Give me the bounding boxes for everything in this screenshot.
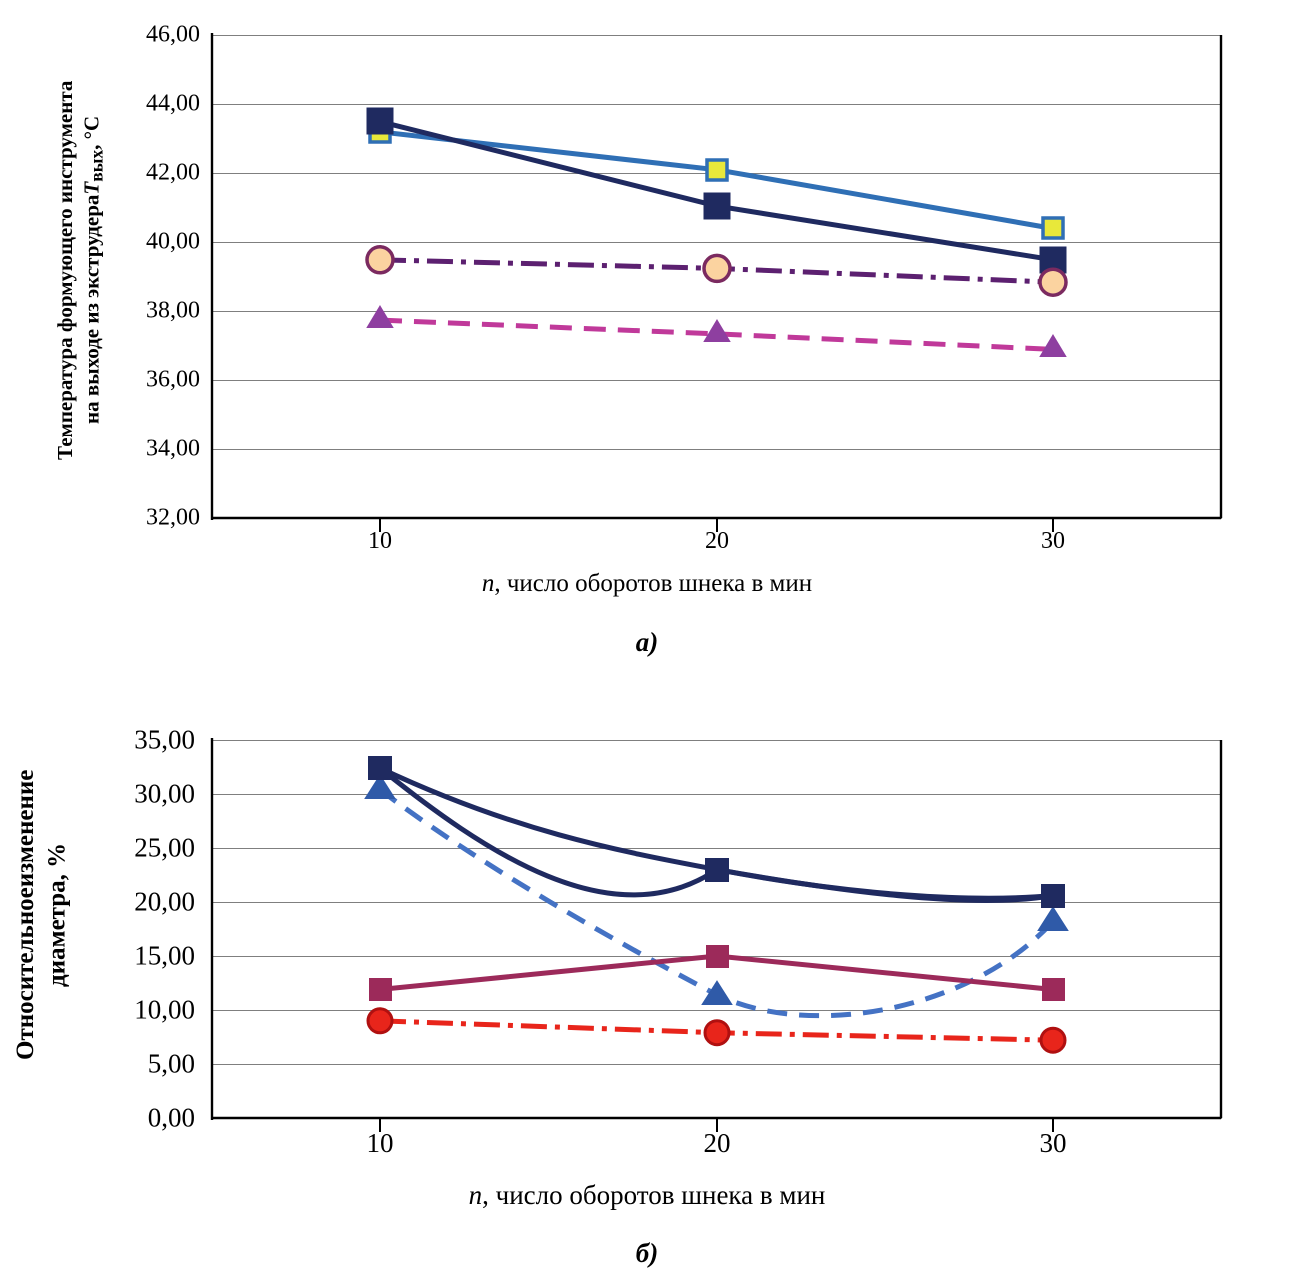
chart-b-y-axis-title	[10, 700, 74, 1130]
chart-a-series-2	[368, 109, 1065, 272]
chart-a-svg	[212, 35, 1222, 518]
chart-a-x-axis-title	[0, 570, 1294, 598]
y-tick-label: 44,00	[146, 90, 200, 117]
chart-a-plot-area	[212, 35, 1222, 518]
y-tick-label: 32,00	[146, 504, 200, 531]
chart-a-series-3	[367, 247, 1066, 295]
chart-b-x-axis-title	[0, 1180, 1294, 1211]
y-tick-label: 42,00	[146, 159, 200, 186]
chart-a-y-axis-symbol: T	[79, 181, 104, 195]
chart-a-y-axis-title-tail: , °С	[79, 115, 104, 150]
chart-a-y-axis-title-line2: на выходе из экструдера	[79, 194, 104, 425]
chart-b-y-axis-title-line3: диаметра, %	[43, 842, 71, 988]
y-tick-label: 38,00	[146, 297, 200, 324]
y-tick-label: 30,00	[134, 778, 195, 809]
chart-a-x-axis-symbol: n	[481, 570, 495, 597]
y-tick-label: 5,00	[147, 1048, 195, 1079]
x-tick-label: 30	[1039, 1128, 1067, 1158]
chart-a-y-axis-title	[52, 10, 116, 530]
y-tick-label: 10,00	[134, 994, 195, 1025]
chart-b-series-4	[368, 1009, 1065, 1052]
y-tick-label: 35,00	[134, 724, 195, 755]
chart-b-series-1	[368, 756, 1065, 908]
chart-b-y-ticks	[80, 690, 195, 1140]
chart-b-x-axis-symbol: n	[468, 1180, 483, 1210]
y-tick-label: 20,00	[134, 886, 195, 917]
chart-a-series-4	[368, 307, 1065, 356]
y-tick-label: 25,00	[134, 832, 195, 863]
chart-b-block	[0, 690, 1294, 1288]
chart-b-plot-area	[212, 740, 1222, 1118]
chart-a-y-axis-subscript: вых	[86, 149, 107, 182]
y-tick-label: 46,00	[146, 21, 200, 48]
chart-a-y-ticks	[110, 0, 200, 540]
panel-b-label: б)	[635, 1238, 659, 1268]
y-tick-label: 0,00	[147, 1102, 195, 1133]
chart-b-y-axis-title-line2: изменение	[12, 769, 39, 888]
chart-b-x-axis-text: , число оборотов шнека в мин	[482, 1180, 826, 1210]
y-tick-label: 40,00	[146, 228, 200, 255]
chart-a-y-axis-title-line1: Температура формующего инструмента	[53, 80, 77, 460]
panel-a-label: а)	[635, 627, 659, 657]
y-tick-label: 15,00	[134, 940, 195, 971]
y-tick-label: 36,00	[146, 366, 200, 393]
chart-a-series-1	[370, 122, 1063, 238]
x-tick-label: 20	[705, 528, 729, 554]
x-tick-label: 10	[368, 528, 392, 554]
x-tick-label: 20	[703, 1128, 731, 1158]
x-tick-label: 30	[1041, 528, 1065, 554]
x-tick-label: 10	[366, 1128, 394, 1158]
chart-a-x-axis-text: , число оборотов шнека в мин	[494, 570, 813, 597]
chart-b-svg	[212, 740, 1222, 1118]
chart-b-y-axis-title-line1: Относительное	[12, 887, 39, 1061]
y-tick-label: 34,00	[146, 435, 200, 462]
